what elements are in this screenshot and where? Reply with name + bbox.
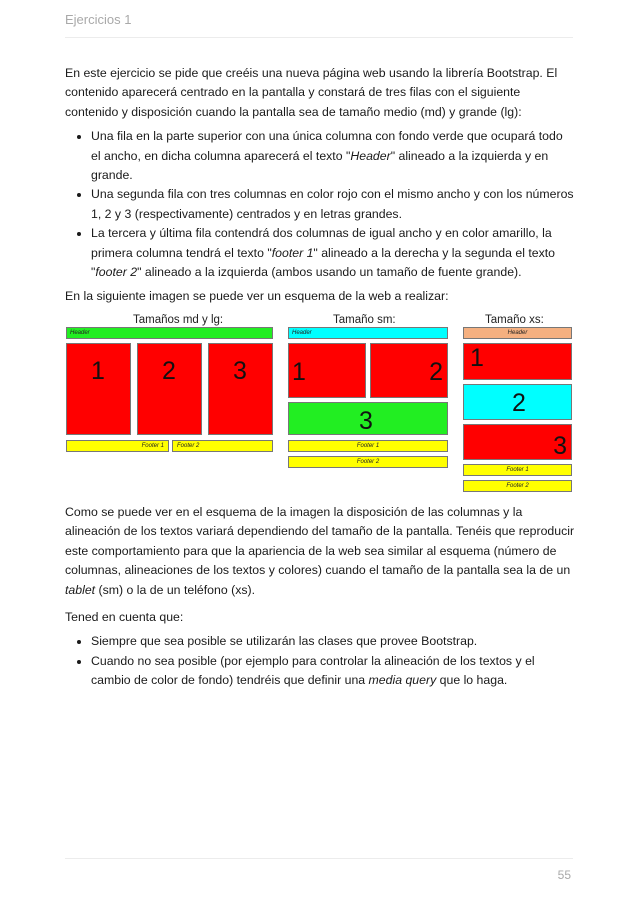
sm-column-1: 1 [288,343,366,398]
sm-footer-1: Footer 1 [288,440,448,452]
header-rule [65,37,573,38]
list-item: • La tercera y última fila contendrá dos columnas de igual ancho y en color amarillo, la primera columna tendrá el texto "footer 1" alineado a la derecha y la segunda el texto "footer 2" alineado a la izquierda (ambos usando un tamaño de fuente grande). [91,224,575,282]
list-item: • Siempre que sea posible se utilizarán las clases que provee Bootstrap. [91,632,575,651]
page-number: 55 [557,868,571,882]
md-footer-1: Footer 1 [66,440,169,452]
sm-header: Header [288,327,448,339]
sm-footer-2: Footer 2 [288,456,448,468]
md-column-2: 2 [137,343,202,435]
xs-header: Header [463,327,572,339]
xs-footer-2: Footer 2 [463,480,572,492]
xs-column-1: 1 [463,343,572,380]
sm-column-3: 3 [288,402,448,435]
label-xs: Tamaño xs: [485,313,544,326]
responsive-paragraph: Como se puede ver en el esquema de la imagen la disposición de las columnas y la alineación de los textos variará dependiendo del tamaño de la pantalla. Tenéis que reproducir este comportamiento para que la apariencia de la web sea similar al esquema (número de columnas, alineaciones de los textos y colores) cuando el tamaño de la pantalla sea la de un tablet (sm) o la de un teléfono (xs). [65,504,575,597]
xs-column-3: 3 [463,424,572,460]
notes-intro: Tened en cuenta que: [65,609,184,624]
md-column-3: 3 [208,343,273,435]
layout-requirements-list [65,127,575,282]
document-body [65,64,575,696]
sm-column-2: 2 [370,343,448,398]
running-header: Ejercicios 1 [65,12,132,27]
label-sm: Tamaño sm: [333,313,396,326]
md-footer-2: Footer 2 [172,440,273,452]
notes-list [65,632,575,690]
footer-rule [65,858,573,859]
xs-footer-1: Footer 1 [463,464,572,476]
md-header: Header [66,327,273,339]
intro-paragraph: En este ejercicio se pide que creéis una nueva página web usando la librería Bootstrap. El contenido aparecerá centrado en la pantalla y constará de tres filas con el siguiente contenido y disposición cuando la pantalla sea de tamaño medio (md) y grande (lg): [65,66,558,119]
layout-schema-figure [65,311,575,493]
label-md-lg: Tamaños md y lg: [133,313,224,326]
md-column-1: 1 [66,343,131,435]
list-item: • Una fila en la parte superior con una única columna con fondo verde que ocupará todo el ancho, en dicha columna aparecerá el texto "Header" alineado a la izquierda y en grande. [91,127,575,185]
list-item: • Cuando no sea posible (por ejemplo para controlar la alineación de los textos y el cambio de color de fondo) tendréis que definir una media query que lo haga. [91,652,575,691]
schema-intro: En la siguiente imagen se puede ver un esquema de la web a realizar: [65,289,449,304]
xs-column-2: 2 [463,384,572,420]
list-item: • Una segunda fila con tres columnas en color rojo con el mismo ancho y con los números 1, 2 y 3 (respectivamente) centrados y en letras grandes. [91,185,575,224]
